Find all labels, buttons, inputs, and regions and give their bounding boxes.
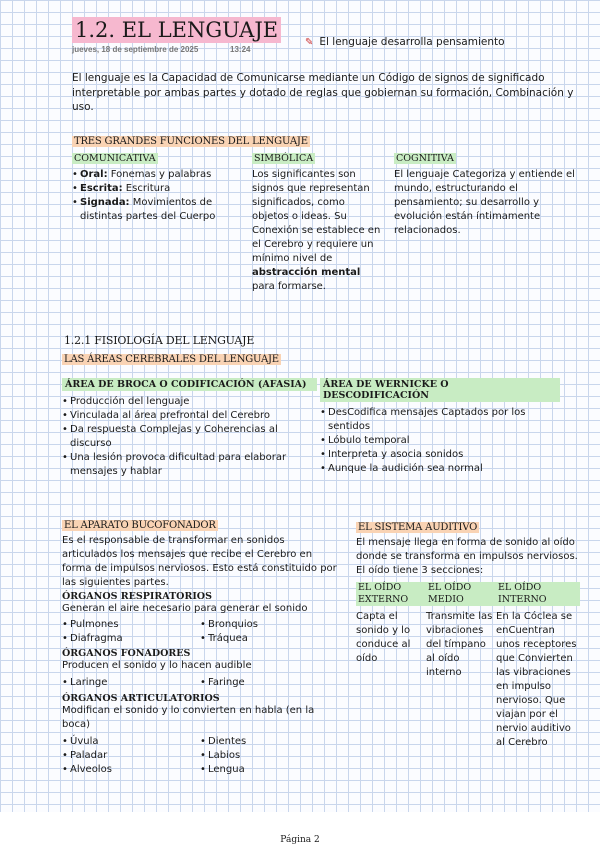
bucofonador-text: Es el responsable de transformar en sonidos articulados los mensajes que recibe el Cerebro en forma de impulsos nerviosos. Esto está constituido por las siguientes partes. — [62, 535, 337, 588]
list-item: • Úvula — [62, 735, 200, 749]
comunicativa-head: COMUNICATIVA — [74, 153, 156, 164]
wernicke-list — [320, 406, 560, 476]
oido-externo — [356, 582, 426, 750]
cognitiva-head: COGNITIVA — [396, 153, 454, 164]
medio-head: EL OÍDO MEDIO — [426, 582, 496, 606]
list-item: • Da respuesta Complejas y Coherencias al discurso — [62, 423, 317, 451]
articulatorios-head: ÓRGANOS ARTICULATORIOS — [62, 693, 220, 704]
externo-text: Capta el sonido y lo conduce al oído — [356, 611, 411, 664]
list-item: • Aunque la audición sea normal — [320, 462, 560, 476]
comunicativa-block — [72, 146, 244, 224]
subtitle-text: El lenguaje desarrolla pensamiento — [319, 36, 505, 48]
list-item: • Diafragma — [62, 632, 200, 646]
interno-head: EL OÍDO INTERNO — [496, 582, 580, 606]
medio-text: Transmite las vibraciones del tímpano al oído interno — [426, 611, 493, 678]
oido-columns — [356, 582, 584, 750]
cognitiva-block — [394, 146, 582, 238]
page-footer: Página 2 — [280, 835, 320, 845]
note-date: jueves, 18 de septiembre de 2025 — [72, 45, 199, 54]
oido-medio — [426, 582, 496, 750]
fonadores-list — [62, 676, 338, 690]
broca-block — [62, 378, 317, 479]
list-item: • Tráquea — [200, 632, 338, 646]
list-item: • Labios — [200, 749, 338, 763]
wernicke-block — [320, 378, 560, 476]
list-item: • Laringe — [62, 676, 200, 690]
list-item: • Lóbulo temporal — [320, 434, 560, 448]
articulatorios-text: Modifican el sonido y lo convierten en habla (en la boca) — [62, 705, 315, 730]
list-item: • Paladar — [62, 749, 200, 763]
list-item: • Una lesión provoca dificultad para elaborar mensajes y hablar — [62, 451, 317, 479]
auditivo-title: EL SISTEMA AUDITIVO — [358, 522, 478, 533]
bucofonador-block — [62, 513, 338, 777]
fisiologia-heading — [62, 334, 281, 366]
list-item: • Escrita: Escritura — [72, 182, 244, 196]
cognitiva-text: El lenguaje Categoriza y entiende el mundo, estructurando el pensamiento; su desarrollo y evolución están íntimamente relacionados. — [394, 169, 575, 236]
bucofonador-title: EL APARATO BUCOFONADOR — [64, 520, 216, 531]
list-item: • Signada: Movimientos de distintas partes del Cuerpo — [72, 196, 244, 224]
pen-icon: ✎ — [305, 37, 314, 48]
simbolica-head: SIMBÓLICA — [254, 153, 314, 164]
respiratorios-list — [62, 618, 338, 646]
page-title: 1.2. EL LENGUAJE — [72, 17, 281, 43]
fisiologia-title: 1.2.1 FISIOLOGÍA DEL LENGUAJE — [64, 334, 255, 347]
fonadores-head: ÓRGANOS FONADORES — [62, 648, 191, 659]
comunicativa-list — [72, 168, 244, 224]
list-item: • DesCodifica mensajes Captados por los sentidos — [320, 406, 560, 434]
subtitle — [305, 36, 505, 48]
list-item: • Alveolos — [62, 763, 200, 777]
fonadores-text: Producen el sonido y lo hacen audible — [62, 660, 252, 671]
broca-head: ÁREA DE BROCA O CODIFICACIÓN (AFASIA) — [62, 378, 317, 391]
funciones-title: TRES GRANDES FUNCIONES DEL LENGUAJE — [74, 136, 308, 147]
list-item: • Vinculada al área prefrontal del Cerebro — [62, 409, 317, 423]
list-item: • Bronquios — [200, 618, 338, 632]
list-item: • Producción del lenguaje — [62, 395, 317, 409]
list-item: • Dientes — [200, 735, 338, 749]
externo-head: EL OÍDO EXTERNO — [356, 582, 426, 606]
list-item: • Faringe — [200, 676, 338, 690]
simbolica-text: Los significantes son signos que representan significados, como objetos o ideas. Su Conexión se establece en el Cerebro y requiere un mínimo nivel de abstracción mental para formarse. — [252, 169, 381, 292]
auditivo-block — [356, 515, 584, 750]
note-time: 13:24 — [230, 45, 251, 54]
respiratorios-head: ÓRGANOS RESPIRATORIOS — [62, 591, 212, 602]
auditivo-text: El mensaje llega en forma de sonido al oído donde se transforma en impulsos nerviosos. El oído tiene 3 secciones: — [356, 537, 578, 576]
list-item: • Interpreta y asocia sonidos — [320, 448, 560, 462]
list-item: • Oral: Fonemas y palabras — [72, 168, 244, 182]
respiratorios-text: Generan el aire necesario para generar el sonido — [62, 603, 308, 614]
wernicke-head: ÁREA DE WERNICKE O DESCODIFICACIÓN — [320, 378, 560, 402]
oido-interno — [496, 582, 580, 750]
list-item: • Lengua — [200, 763, 338, 777]
intro-paragraph: El lenguaje es la Capacidad de Comunicarse mediante un Código de signos de significado interpretable por ambas partes y dotado de reglas que gobiernan su formación, Combinación y uso. — [72, 72, 574, 113]
articulatorios-list — [62, 735, 338, 777]
list-item: • Pulmones — [62, 618, 200, 632]
fisiologia-subtitle: LAS ÁREAS CEREBRALES DEL LENGUAJE — [64, 354, 279, 365]
broca-list — [62, 395, 317, 479]
simbolica-block — [252, 146, 384, 294]
interno-text: En la Cóclea se enCuentran unos receptores que Convierten las vibraciones en impulso nervioso. Que viajan por el nervio auditivo al Cerebro — [496, 611, 577, 748]
